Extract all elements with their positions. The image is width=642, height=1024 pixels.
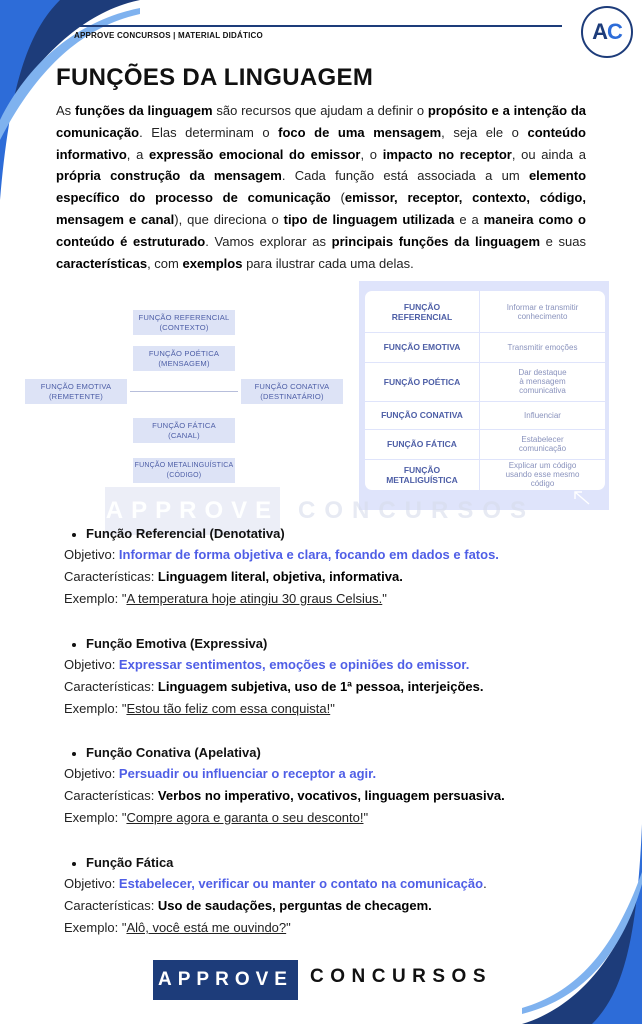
exemplo-value: Estou tão feliz com essa conquista!	[126, 701, 331, 716]
table-cell-line: Estabelecer	[521, 435, 564, 444]
section-title: Função Conativa (Apelativa)	[72, 745, 261, 760]
intro-emphasis: expressão emocional do emissor	[149, 146, 361, 162]
label-caracteristicas: Características:	[64, 569, 158, 584]
label-exemplo: Exemplo:	[64, 591, 122, 606]
intro-emphasis: características	[56, 255, 148, 271]
objetivo-value: Estabelecer, verificar ou manter o contato na comunicação	[118, 876, 484, 891]
section-exemplo	[64, 810, 368, 825]
section-title: Função Referencial (Denotativa)	[72, 526, 285, 541]
label-exemplo: Exemplo:	[64, 701, 122, 716]
diagram-sublabel: (DESTINATÁRIO)	[260, 392, 324, 401]
intro-emphasis: própria construção da mensagem	[56, 168, 282, 184]
intro-emphasis: tipo de linguagem utilizada	[283, 211, 455, 227]
diagram-box-emotiva	[25, 379, 127, 404]
diagram-connector-arrow	[130, 391, 238, 392]
intro-text: As	[56, 103, 75, 118]
header-rule	[62, 25, 562, 27]
intro-emphasis: funções da linguagem	[74, 103, 213, 118]
intro-text: . Vamos explorar as	[205, 233, 332, 249]
table-row-divider	[365, 332, 605, 333]
quote-open: "	[121, 920, 127, 935]
section-caracteristicas	[64, 788, 505, 803]
table-cell-purpose	[480, 459, 605, 490]
diagram-box-poetica	[133, 346, 235, 371]
section-caracteristicas	[64, 679, 484, 694]
section-title: Função Emotiva (Expressiva)	[72, 636, 267, 651]
page-title: FUNÇÕES DA LINGUAGEM	[56, 64, 374, 91]
quote-open: "	[121, 701, 127, 716]
caracteristicas-value: Linguagem literal, objetiva, informativa.	[157, 569, 403, 584]
table-cell-purpose	[480, 291, 605, 332]
quote-close: "	[363, 810, 369, 825]
table-cell-purpose	[480, 429, 605, 459]
label-objetivo: Objetivo:	[64, 547, 119, 562]
watermark-text: CONCURSOS	[297, 497, 535, 524]
label-objetivo: Objetivo:	[64, 657, 119, 672]
footer-brand-box: APPROVE	[153, 960, 298, 1000]
intro-text: (	[330, 190, 345, 206]
table-cell-line: usando esse mesmo	[505, 470, 580, 479]
table-cell-line: FUNÇÃO POÉTICA	[383, 376, 461, 387]
logo-letter-a: A	[592, 19, 607, 44]
table-cell-line: Influenciar	[524, 410, 561, 420]
objetivo-suffix: .	[483, 876, 487, 891]
diagram-sublabel: (CÓDIGO)	[166, 472, 202, 479]
intro-text: , o	[360, 146, 383, 162]
section-caracteristicas	[64, 569, 403, 584]
intro-emphasis: principais funções da linguagem	[331, 233, 541, 249]
section-exemplo	[64, 591, 387, 606]
diagram-label: FUNÇÃO METALINGUÍSTICA	[134, 462, 234, 469]
intro-text: para ilustrar cada uma delas.	[242, 255, 414, 271]
table-row-divider	[365, 429, 605, 430]
table-cell-function	[365, 332, 480, 362]
section-exemplo	[64, 920, 291, 935]
table-row	[365, 429, 605, 459]
diagram-sublabel: (CANAL)	[168, 431, 200, 440]
diagram-box-conativa	[241, 379, 343, 404]
brand-logo	[581, 6, 633, 58]
diagram-box-fatica	[133, 418, 235, 443]
intro-text: , a	[126, 146, 150, 162]
section-exemplo	[64, 701, 335, 716]
table-row-divider	[365, 401, 605, 402]
diagram-sublabel: (MENSAGEM)	[158, 359, 210, 368]
diagram-box-metalinguistica	[133, 458, 235, 483]
table-cell-line: Informar e transmitir	[506, 302, 579, 312]
intro-text: são recursos que ajudam a definir o	[212, 103, 428, 118]
exemplo-value: Compre agora e garanta o seu desconto!	[126, 810, 364, 825]
table-cell-function	[365, 429, 480, 459]
table-cell-purpose	[480, 362, 605, 401]
section-objetivo	[64, 547, 499, 562]
corner-swoosh-bottom-right	[522, 824, 642, 1024]
header-brand-line: APPROVE CONCURSOS | MATERIAL DIDÁTICO	[74, 31, 263, 40]
table-row-divider	[365, 459, 605, 460]
table-cell-line: comunicação	[518, 444, 567, 453]
table-cell-line: à mensagem	[519, 377, 566, 386]
table-row	[365, 291, 605, 332]
intro-emphasis: elemento específico do processo de comunicação	[56, 168, 587, 206]
intro-text: , com	[147, 255, 183, 271]
table-cell-line: conhecimento	[517, 311, 568, 321]
quote-close: "	[382, 591, 387, 606]
intro-paragraph	[56, 100, 586, 274]
caracteristicas-value: Uso de saudações, perguntas de checagem.	[157, 898, 432, 913]
intro-emphasis: impacto no receptor	[382, 146, 512, 162]
intro-emphasis: conteúdo informativo	[56, 124, 586, 162]
table-row	[365, 332, 605, 362]
table-cell-purpose	[480, 332, 605, 362]
table-cell-function	[365, 362, 480, 401]
intro-emphasis: maneira como o conteúdo é estruturado	[56, 211, 586, 249]
table-row	[365, 362, 605, 401]
intro-emphasis: exemplos	[182, 255, 243, 271]
section-objetivo	[64, 766, 376, 781]
watermark-box: APPROVE	[105, 487, 280, 535]
table-cell-line: FUNÇÃO FÁTICA	[387, 439, 457, 449]
intro-emphasis: emissor, receptor, contexto, código, mensagem e canal	[56, 190, 586, 227]
exemplo-value: Alô, você está me ouvindo?	[126, 920, 287, 935]
intro-text: ), que direciona o	[174, 211, 284, 227]
table-cell-function	[365, 401, 480, 429]
table-cell-line: FUNÇÃO CONATIVA	[381, 410, 463, 420]
label-objetivo: Objetivo:	[64, 876, 119, 891]
table-cell-line: Explicar um código	[508, 461, 577, 470]
intro-text: , ou ainda a	[511, 146, 587, 162]
intro-text: e a	[454, 211, 484, 227]
table-cell-line: Dar destaque	[518, 368, 567, 377]
label-objetivo: Objetivo:	[64, 766, 119, 781]
intro-text: . Cada função está associada a um	[281, 168, 529, 184]
table-cell-line: comunicativa	[519, 386, 566, 395]
table-cell-line: REFERENCIAL	[391, 311, 453, 322]
diagram-label: FUNÇÃO FÁTICA	[152, 421, 216, 430]
label-exemplo: Exemplo:	[64, 920, 122, 935]
diagram-label: FUNÇÃO REFERENCIAL	[138, 313, 230, 322]
section-title: Função Fática	[72, 855, 173, 870]
table-cell-line: código	[530, 479, 555, 488]
label-exemplo: Exemplo:	[64, 810, 122, 825]
diagram-sublabel: (REMETENTE)	[48, 392, 104, 401]
table-cell-line: Transmitir emoções	[507, 342, 578, 352]
table-cell-line: FUNÇÃO EMOTIVA	[383, 342, 461, 352]
table-cell-line: FUNÇÃO	[403, 301, 441, 312]
diagram-label: FUNÇÃO CONATIVA	[254, 382, 330, 391]
table-row	[365, 401, 605, 429]
intro-text: e suas	[540, 233, 586, 249]
table-cell-line: METALIGUÍSTICA	[386, 474, 458, 485]
quote-open: "	[121, 591, 127, 606]
label-caracteristicas: Características:	[64, 788, 158, 803]
intro-emphasis: foco de uma mensagem	[278, 124, 442, 140]
section-objetivo	[64, 657, 469, 672]
table-cell-line: FUNÇÃO	[403, 464, 441, 475]
diagram-label: FUNÇÃO POÉTICA	[148, 349, 220, 358]
label-caracteristicas: Características:	[64, 898, 158, 913]
logo-letter-c: C	[607, 19, 622, 44]
table-row-divider	[365, 362, 605, 363]
diagram-label: FUNÇÃO EMOTIVA	[40, 382, 112, 391]
intro-text: , seja ele o	[441, 124, 528, 140]
table-cell-function	[365, 291, 480, 332]
quote-open: "	[121, 810, 127, 825]
quote-close: "	[286, 920, 291, 935]
quote-close: "	[330, 701, 335, 716]
caracteristicas-value: Linguagem subjetiva, uso de 1ª pessoa, interjeições.	[157, 679, 484, 694]
objetivo-value: Informar de forma objetiva e clara, focando em dados e fatos.	[118, 547, 499, 562]
footer-brand-text: CONCURSOS	[310, 966, 493, 987]
diagram-box-referencial	[133, 310, 235, 335]
objetivo-value: Persuadir ou influenciar o receptor a agir.	[118, 766, 377, 781]
table-cell-function	[365, 459, 480, 490]
intro-text: . Elas determinam o	[139, 124, 279, 140]
exemplo-value: A temperatura hoje atingiu 30 graus Celsius.	[126, 591, 383, 606]
caracteristicas-value: Verbos no imperativo, vocativos, linguagem persuasiva.	[157, 788, 505, 803]
table-row	[365, 459, 605, 490]
label-caracteristicas: Características:	[64, 679, 158, 694]
section-caracteristicas	[64, 898, 432, 913]
table-cell-purpose	[480, 401, 605, 429]
objetivo-value: Expressar sentimentos, emoções e opiniões do emissor.	[118, 657, 470, 672]
functions-table	[365, 291, 605, 490]
intro-emphasis: propósito e a intenção da comunicação	[56, 103, 586, 140]
section-objetivo	[64, 876, 487, 891]
diagram-sublabel: (CONTEXTO)	[159, 323, 209, 332]
